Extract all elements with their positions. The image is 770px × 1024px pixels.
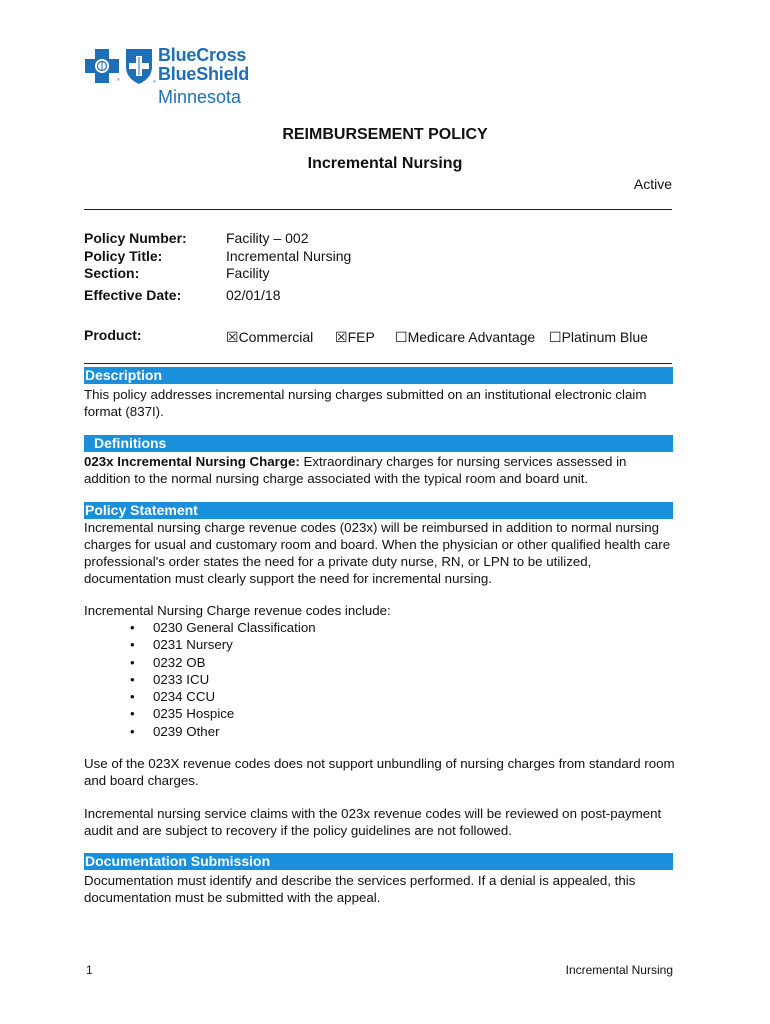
checkbox-unchecked-icon: ☐ [549,329,562,345]
brand-blueshield: BlueShield [158,64,250,84]
brand-state: Minnesota [158,87,242,107]
policy-paragraph-1: Incremental nursing charge revenue codes (023x) will be reimbursed in addition to normal nursing charges for usual and customary room and board. When the physician or other qualified health care professional's order states the need for a private duty nurse, RN, or LPN to be utilized, documentation must clearly support the need for incremental nursing. [84,520,671,586]
checkbox-checked-icon: ☒ [226,329,239,345]
list-item: • 0232 OB [130,654,206,670]
policy-number: Facility – 002 [226,230,309,246]
section-heading-policy-statement: Policy Statement [84,502,673,519]
definitions-term: 023x Incremental Nursing Charge: [84,454,300,469]
list-item: • 0231 Nursery [130,637,233,653]
list-item: • 0235 Hospice [130,706,235,722]
blue-cross-icon [85,49,119,83]
list-item: • 0239 Other [130,723,220,739]
document-subtitle: Incremental Nursing [307,155,463,172]
effective-date: 02/01/18 [226,287,281,303]
checkbox-checked-icon: ☒ [335,329,348,345]
product-fep [335,329,375,346]
brand-bluecross: BlueCross [158,45,247,65]
definitions-body: Extraordinary charges for nursing services assessed in addition to the normal nursing charge associated with the typical room and board unit. [84,454,627,486]
section-value: Facility [226,265,270,281]
product-label-commercial: Commercial [238,329,314,345]
definitions-text [84,453,676,487]
page-number: 1 [86,963,93,977]
policy-number-label: Policy Number: [84,230,187,246]
product-label-fep: FEP [347,329,375,345]
policy-paragraph-2: Incremental Nursing Charge revenue codes include: [84,603,391,618]
list-item: • 0233 ICU [130,671,210,687]
list-item: • 0230 General Classification [130,620,316,635]
blue-shield-icon [126,49,152,84]
list-item: • 0234 CCU [130,689,216,705]
section-heading-documentation: Documentation Submission [84,853,673,870]
product-commercial [226,329,313,346]
product-label-platinum: Platinum Blue [561,329,648,345]
svg-text:®: ® [153,79,156,84]
section-heading-description: Description [84,367,673,384]
divider [84,209,672,210]
policy-paragraph-4: Incremental nursing service claims with the 023x revenue codes will be reviewed on post-payment audit and are subject to recovery if the policy guidelines are not followed. [84,806,662,838]
product-platinum-blue [549,329,648,346]
documentation-text: Documentation must identify and describe the services performed. If a denial is appealed, this documentation must be submitted with the appeal. [84,873,636,905]
effective-date-label: Effective Date: [84,287,182,303]
product-label-medicare: Medicare Advantage [407,329,536,345]
section-label: Section: [84,265,140,281]
divider [84,363,672,364]
code-list [130,619,316,740]
policy-paragraph-3: Use of the 023X revenue codes does not support unbundling of nursing charges from standard room and board charges. [84,756,675,788]
footer-doc-title: Incremental Nursing [565,963,673,977]
policy-title: Incremental Nursing [226,248,352,264]
section-heading-definitions: Definitions [84,435,673,452]
svg-text:®: ® [117,77,120,82]
description-text: This policy addresses incremental nursing charges submitted on an institutional electronic claim format (837I). [84,387,647,419]
product-medicare-advantage [395,329,535,346]
checkbox-unchecked-icon: ☐ [395,329,408,345]
bcbs-logo-icons [84,47,156,85]
document-title: REIMBURSEMENT POLICY [282,126,488,143]
policy-title-label: Policy Title: [84,248,163,264]
product-label: Product: [84,327,142,343]
status-text: Active [633,176,672,192]
